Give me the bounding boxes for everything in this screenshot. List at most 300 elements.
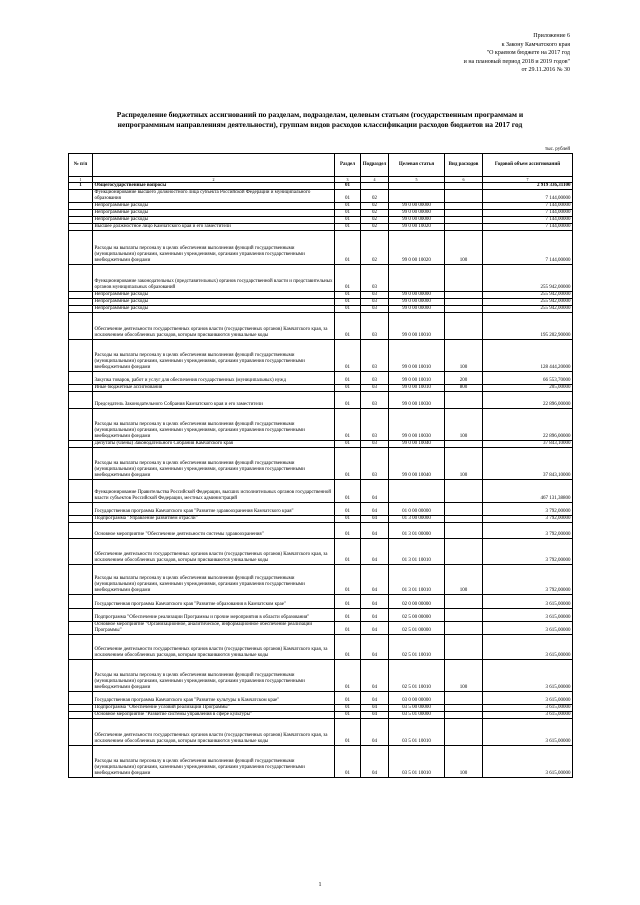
- row-article: 01 0 00 00000: [389, 503, 445, 516]
- row-name: Государственная программа Камчатского края "Развитие образования в Камчатском крае": [93, 595, 335, 609]
- row-num: [69, 660, 93, 692]
- row-name: Подпрограмма "Управление развитием отрасли": [93, 516, 335, 523]
- row-amount: 3 615,00000: [483, 660, 573, 692]
- header-num: № п/п: [69, 154, 93, 177]
- row-subsection: 04: [361, 712, 389, 719]
- row-section: 01: [335, 299, 361, 306]
- row-amount: 255 942,00000: [483, 292, 573, 299]
- row-name: Высшее должностное лицо Камчатского края и его заместители: [93, 224, 335, 231]
- row-article: 99 0 00 10010: [389, 313, 445, 340]
- row-expense: 100: [445, 565, 483, 595]
- row-num: [69, 516, 93, 523]
- row-name: Подпрограмма "Обеспечение реализации Программы и прочие мероприятия в области образования": [93, 609, 335, 622]
- row-section: 01: [335, 372, 361, 385]
- row-article: 99 0 00 10030: [389, 409, 445, 441]
- row-subsection: 04: [361, 480, 389, 503]
- row-name: Расходы на выплаты персоналу в целях обеспечения выполнения функций государственными (муниципальными) органами, казенными учреждениями, органами управления государственными внебюджетными фондами: [93, 746, 335, 778]
- row-article: 01 3 00 00000: [389, 516, 445, 523]
- row-section: 01: [335, 712, 361, 719]
- row-section: 01: [335, 609, 361, 622]
- table-row: [69, 392, 573, 409]
- row-expense: [445, 203, 483, 210]
- row-expense: 100: [445, 409, 483, 441]
- row-expense: [445, 441, 483, 448]
- unit-label: тыс. рублей: [545, 147, 570, 152]
- row-section: 01: [335, 719, 361, 746]
- table-row: [69, 705, 573, 712]
- table-row: [69, 224, 573, 231]
- row-article: 01 3 01 00000: [389, 523, 445, 539]
- row-amount: 7 144,00000: [483, 203, 573, 210]
- row-expense: [445, 313, 483, 340]
- row-name: Расходы на выплаты персоналу в целях обеспечения выполнения функций государственными (муниципальными) органами, казенными учреждениями, органами управления государственными внебюджетными фондами: [93, 231, 335, 265]
- table-row: [69, 203, 573, 210]
- row-section: 01: [335, 480, 361, 503]
- row-article: 03 0 00 00000: [389, 692, 445, 705]
- row-name: Председатель Законодательного Собрания Камчатского края и его заместители: [93, 392, 335, 409]
- row-article: [389, 183, 445, 190]
- row-expense: [445, 609, 483, 622]
- row-num: [69, 299, 93, 306]
- row-expense: [445, 190, 483, 203]
- appendix-line: "О краевом бюджете на 2017 год: [486, 50, 570, 56]
- table-row: [69, 622, 573, 635]
- row-subsection: 04: [361, 635, 389, 660]
- row-name: Функционирование законодательных (представительных) органов государственной власти и представительных органов муниципальных образований: [93, 265, 335, 292]
- row-expense: [445, 224, 483, 231]
- appendix-line: и на плановый период 2018 и 2019 годов": [463, 58, 570, 65]
- row-expense: 100: [445, 340, 483, 372]
- table-row: [69, 265, 573, 292]
- row-expense: 100: [445, 660, 483, 692]
- row-num: [69, 224, 93, 231]
- row-expense: [445, 705, 483, 712]
- row-num: [69, 635, 93, 660]
- row-expense: [445, 306, 483, 313]
- row-subsection: 04: [361, 705, 389, 712]
- row-section: 01: [335, 692, 361, 705]
- table-header-row: [69, 154, 573, 177]
- row-subsection: 04: [361, 660, 389, 692]
- row-name: Закупка товаров, работ и услуг для обеспечения государственных (муниципальных) нужд: [93, 372, 335, 385]
- row-article: 99 0 00 10040: [389, 441, 445, 448]
- row-num: [69, 210, 93, 217]
- row-amount: 3 792,00000: [483, 503, 573, 516]
- row-expense: [445, 210, 483, 217]
- row-num: [69, 203, 93, 210]
- column-number: 2: [93, 177, 335, 183]
- row-amount: 3 792,00000: [483, 539, 573, 565]
- table-row: [69, 712, 573, 719]
- row-amount: 7 144,00000: [483, 224, 573, 231]
- table-row: [69, 190, 573, 203]
- row-name: Расходы на выплаты персоналу в целях обеспечения выполнения функций государственными (муниципальными) органами, казенными учреждениями, органами управления государственными внебюджетными фондами: [93, 340, 335, 372]
- row-article: 03 5 01 10010: [389, 746, 445, 778]
- row-subsection: 03: [361, 372, 389, 385]
- header-amount: Годовой объем ассигнований: [483, 154, 573, 177]
- table-row: [69, 503, 573, 516]
- row-name: Расходы на выплаты персоналу в целях обеспечения выполнения функций государственными (муниципальными) органами, казенными учреждениями, органами управления государственными внебюджетными фондами: [93, 565, 335, 595]
- row-section: 01: [335, 231, 361, 265]
- row-section: 01: [335, 340, 361, 372]
- table-row: [69, 635, 573, 660]
- row-section: 01: [335, 385, 361, 392]
- row-num: [69, 565, 93, 595]
- row-num: [69, 292, 93, 299]
- column-number: 5: [389, 177, 445, 183]
- row-num: [69, 523, 93, 539]
- table-row: [69, 409, 573, 441]
- row-amount: 3 615,00000: [483, 635, 573, 660]
- row-section: 01: [335, 565, 361, 595]
- header-section: Раздел: [335, 154, 361, 177]
- row-subsection: 04: [361, 516, 389, 523]
- row-num: [69, 190, 93, 203]
- row-subsection: 04: [361, 719, 389, 746]
- row-num: [69, 480, 93, 503]
- row-amount: 128 444,20000: [483, 340, 573, 372]
- row-name: Непрограммные расходы: [93, 306, 335, 313]
- row-section: 01: [335, 441, 361, 448]
- row-article: 02 5 01 00000: [389, 622, 445, 635]
- table-row: [69, 210, 573, 217]
- row-amount: 22 896,00000: [483, 409, 573, 441]
- row-article: 99 0 00 10010: [389, 385, 445, 392]
- row-name: Функционирование высшего должностного лица субъекта Российской Федерации и муниципального образования: [93, 190, 335, 203]
- row-subsection: 04: [361, 692, 389, 705]
- row-amount: 7 144,00000: [483, 190, 573, 203]
- row-article: 01 3 01 10010: [389, 565, 445, 595]
- row-num: [69, 622, 93, 635]
- row-expense: 800: [445, 385, 483, 392]
- row-num: [69, 392, 93, 409]
- row-article: 99 0 00 00000: [389, 203, 445, 210]
- row-amount: 3 615,00000: [483, 712, 573, 719]
- table-row: [69, 385, 573, 392]
- title-line: Распределение бюджетных ассигнований по разделам, подразделам, целевым статьям (государственным программам и: [116, 110, 524, 119]
- row-expense: 200: [445, 372, 483, 385]
- row-name: Расходы на выплаты персоналу в целях обеспечения выполнения функций государственными (муниципальными) органами, казенными учреждениями, органами управления государственными внебюджетными фондами: [93, 660, 335, 692]
- row-name: Непрограммные расходы: [93, 292, 335, 299]
- row-article: 03 5 00 00000: [389, 705, 445, 712]
- row-amount: 3 615,00000: [483, 705, 573, 712]
- row-expense: [445, 480, 483, 503]
- row-section: 01: [335, 392, 361, 409]
- row-section: 01: [335, 635, 361, 660]
- row-amount: 3 792,00000: [483, 523, 573, 539]
- row-expense: [445, 183, 483, 190]
- row-name: Общегосударственные вопросы: [93, 183, 335, 190]
- row-article: 99 0 00 10030: [389, 392, 445, 409]
- column-number: 7: [483, 177, 573, 183]
- row-subsection: 02: [361, 224, 389, 231]
- row-section: 01: [335, 306, 361, 313]
- row-amount: 37 843,10000: [483, 448, 573, 480]
- table-row: [69, 448, 573, 480]
- table-row: [69, 480, 573, 503]
- row-subsection: 03: [361, 292, 389, 299]
- row-section: 01: [335, 313, 361, 340]
- row-name: Непрограммные расходы: [93, 210, 335, 217]
- table-body: [69, 183, 573, 778]
- budget-table: [68, 153, 573, 778]
- row-name: Непрограммные расходы: [93, 299, 335, 306]
- row-amount: 195 202,90000: [483, 313, 573, 340]
- row-num: [69, 231, 93, 265]
- row-subsection: 02: [361, 231, 389, 265]
- row-expense: [445, 516, 483, 523]
- row-article: 99 0 00 00000: [389, 306, 445, 313]
- table-row: [69, 660, 573, 692]
- row-name: Основное мероприятие "Обеспечение деятельности системы здравоохранения": [93, 523, 335, 539]
- row-amount: 22 896,00000: [483, 392, 573, 409]
- header-article: Целевая статья: [389, 154, 445, 177]
- row-num: [69, 217, 93, 224]
- row-section: 01: [335, 409, 361, 441]
- row-article: 03 5 01 10010: [389, 719, 445, 746]
- row-num: [69, 609, 93, 622]
- row-subsection: 03: [361, 448, 389, 480]
- row-article: 99 0 00 00000: [389, 210, 445, 217]
- header-expense: Вид расходов: [445, 154, 483, 177]
- table-row: [69, 306, 573, 313]
- row-expense: [445, 712, 483, 719]
- row-subsection: 04: [361, 746, 389, 778]
- row-name: Государственная программа Камчатского края "Развитие культуры в Камчатском крае": [93, 692, 335, 705]
- row-section: 01: [335, 190, 361, 203]
- row-name: Расходы на выплаты персоналу в целях обеспечения выполнения функций государственными (муниципальными) органами, казенными учреждениями, органами управления государственными внебюджетными фондами: [93, 448, 335, 480]
- row-expense: [445, 217, 483, 224]
- row-subsection: 03: [361, 313, 389, 340]
- row-num: [69, 719, 93, 746]
- row-article: 99 0 00 10010: [389, 340, 445, 372]
- row-expense: [445, 503, 483, 516]
- row-section: 01: [335, 217, 361, 224]
- row-name: Государственная программа Камчатского края "Развитие здравоохранения Камчатского края": [93, 503, 335, 516]
- row-section: 01: [335, 265, 361, 292]
- row-subsection: 04: [361, 523, 389, 539]
- row-amount: 3 615,00000: [483, 622, 573, 635]
- row-num: [69, 340, 93, 372]
- table-row: [69, 299, 573, 306]
- appendix-line: к Закону Камчатского края: [501, 41, 570, 48]
- row-article: [389, 190, 445, 203]
- row-subsection: 03: [361, 299, 389, 306]
- row-section: 01: [335, 705, 361, 712]
- row-amount: 3 792,00000: [483, 516, 573, 523]
- row-expense: 100: [445, 746, 483, 778]
- table-row: [69, 746, 573, 778]
- table-row: [69, 183, 573, 190]
- row-name: Депутаты (члены) Законодательного Собрания Камчатского края: [93, 441, 335, 448]
- row-num: [69, 746, 93, 778]
- column-number: 4: [361, 177, 389, 183]
- row-num: 1: [69, 183, 93, 190]
- header-subsection: Подраздел: [361, 154, 389, 177]
- row-article: [389, 265, 445, 292]
- row-num: [69, 705, 93, 712]
- row-num: [69, 712, 93, 719]
- row-subsection: 02: [361, 210, 389, 217]
- row-num: [69, 692, 93, 705]
- page-number: 1: [318, 882, 322, 888]
- row-num: [69, 265, 93, 292]
- row-amount: 467 131,38800: [483, 480, 573, 503]
- row-name: Подпрограмма "Обеспечение условий реализации Программы": [93, 705, 335, 712]
- column-number: 6: [445, 177, 483, 183]
- table-row: [69, 539, 573, 565]
- row-article: 03 5 01 00000: [389, 712, 445, 719]
- row-subsection: 04: [361, 565, 389, 595]
- row-expense: [445, 265, 483, 292]
- row-amount: 255 942,00000: [483, 299, 573, 306]
- row-article: 02 5 01 10010: [389, 660, 445, 692]
- appendix-header: [270, 32, 570, 75]
- row-article: 99 0 00 00000: [389, 217, 445, 224]
- row-amount: 3 615,00000: [483, 746, 573, 778]
- row-section: 01: [335, 622, 361, 635]
- row-expense: 100: [445, 231, 483, 265]
- row-amount: 37 843,10000: [483, 441, 573, 448]
- row-expense: [445, 299, 483, 306]
- row-num: [69, 409, 93, 441]
- document-title: [70, 110, 570, 130]
- row-name: Основное мероприятие "Развитие системы управления в сфере культуры": [93, 712, 335, 719]
- row-section: 01: [335, 224, 361, 231]
- row-section: 01: [335, 503, 361, 516]
- appendix-line: Приложение 6: [533, 33, 570, 39]
- row-name: Иные бюджетные ассигнования: [93, 385, 335, 392]
- row-amount: 3 615,00000: [483, 595, 573, 609]
- table-row: [69, 565, 573, 595]
- row-num: [69, 448, 93, 480]
- table-row: [69, 231, 573, 265]
- row-subsection: 03: [361, 392, 389, 409]
- row-subsection: 03: [361, 409, 389, 441]
- row-name: Непрограммные расходы: [93, 203, 335, 210]
- row-subsection: 03: [361, 385, 389, 392]
- row-num: [69, 372, 93, 385]
- row-subsection: 04: [361, 539, 389, 565]
- row-amount: 255 942,00000: [483, 265, 573, 292]
- row-subsection: 04: [361, 595, 389, 609]
- row-expense: [445, 622, 483, 635]
- row-expense: [445, 523, 483, 539]
- row-amount: 3 615,00000: [483, 692, 573, 705]
- row-amount: 66 553,70000: [483, 372, 573, 385]
- row-amount: 7 144,00000: [483, 231, 573, 265]
- row-section: 01: [335, 203, 361, 210]
- row-name: Непрограммные расходы: [93, 217, 335, 224]
- row-amount: 205,00000: [483, 385, 573, 392]
- title-line: непрограммным направлениям деятельности), группам видов расходов классификации расходов бюджетов на 2017 год: [117, 120, 523, 129]
- header-name: [93, 154, 335, 177]
- row-section: 01: [335, 183, 361, 190]
- row-article: 02 5 00 00000: [389, 609, 445, 622]
- table-row: [69, 516, 573, 523]
- row-name: Основное мероприятие "Организационное, аналитическое, информационное обеспечение реализации Программы": [93, 622, 335, 635]
- row-section: 01: [335, 595, 361, 609]
- row-amount: 3 615,00000: [483, 609, 573, 622]
- row-num: [69, 306, 93, 313]
- table-row: [69, 523, 573, 539]
- row-subsection: 02: [361, 203, 389, 210]
- table-row: [69, 719, 573, 746]
- row-subsection: 03: [361, 340, 389, 372]
- row-section: 01: [335, 523, 361, 539]
- table-row: [69, 372, 573, 385]
- row-expense: [445, 595, 483, 609]
- row-subsection: 04: [361, 622, 389, 635]
- row-expense: [445, 292, 483, 299]
- row-subsection: [361, 183, 389, 190]
- table-row: [69, 595, 573, 609]
- row-num: [69, 313, 93, 340]
- row-section: 01: [335, 210, 361, 217]
- table-row: [69, 441, 573, 448]
- row-num: [69, 595, 93, 609]
- row-article: 01 3 01 10010: [389, 539, 445, 565]
- row-name: Обеспечение деятельности государственных органов власти (государственных органов) Камчатского края, за исключением обособленных расходов, которым присваиваются уникальные коды: [93, 719, 335, 746]
- row-num: [69, 539, 93, 565]
- row-section: 01: [335, 539, 361, 565]
- row-expense: [445, 539, 483, 565]
- table-row: [69, 609, 573, 622]
- row-expense: [445, 692, 483, 705]
- row-section: 01: [335, 660, 361, 692]
- row-amount: 255 942,00000: [483, 306, 573, 313]
- row-subsection: 04: [361, 503, 389, 516]
- row-article: 02 5 01 10010: [389, 635, 445, 660]
- row-expense: [445, 719, 483, 746]
- appendix-line: от 29.11.2016 № 30: [521, 67, 570, 73]
- row-subsection: 02: [361, 190, 389, 203]
- row-subsection: 03: [361, 441, 389, 448]
- row-article: 99 0 00 10040: [389, 448, 445, 480]
- row-subsection: 03: [361, 265, 389, 292]
- row-article: 99 0 00 10020: [389, 224, 445, 231]
- table-row: [69, 313, 573, 340]
- row-section: 01: [335, 516, 361, 523]
- row-section: 01: [335, 292, 361, 299]
- row-amount: 3 615,00000: [483, 719, 573, 746]
- row-num: [69, 503, 93, 516]
- row-article: 02 0 00 00000: [389, 595, 445, 609]
- column-number: 1: [69, 177, 93, 183]
- row-name: Обеспечение деятельности государственных органов власти (государственных органов) Камчатского края, за исключением обособленных расходов, которым присваиваются уникальные коды: [93, 313, 335, 340]
- row-article: 99 0 00 00000: [389, 292, 445, 299]
- row-expense: [445, 635, 483, 660]
- row-name: Обеспечение деятельности государственных органов власти (государственных органов) Камчатского края, за исключением обособленных расходов, которым присваиваются уникальные коды: [93, 635, 335, 660]
- row-name: Расходы на выплаты персоналу в целях обеспечения выполнения функций государственными (муниципальными) органами, казенными учреждениями, органами управления государственными внебюджетными фондами: [93, 409, 335, 441]
- table-row: [69, 692, 573, 705]
- row-section: 01: [335, 746, 361, 778]
- row-amount: 7 144,00000: [483, 210, 573, 217]
- row-subsection: 04: [361, 609, 389, 622]
- row-article: 99 0 00 10020: [389, 231, 445, 265]
- row-name: Функционирование Правительства Российской Федерации, высших исполнительных органов государственной власти субъектов Российской Федерации, местных администраций: [93, 480, 335, 503]
- table-row: [69, 292, 573, 299]
- row-subsection: 02: [361, 217, 389, 224]
- row-expense: 100: [445, 448, 483, 480]
- row-article: 99 0 00 00000: [389, 299, 445, 306]
- row-amount: 3 792,00000: [483, 565, 573, 595]
- row-num: [69, 385, 93, 392]
- row-article: 99 0 00 10010: [389, 372, 445, 385]
- table-row: [69, 340, 573, 372]
- row-num: [69, 441, 93, 448]
- row-expense: [445, 392, 483, 409]
